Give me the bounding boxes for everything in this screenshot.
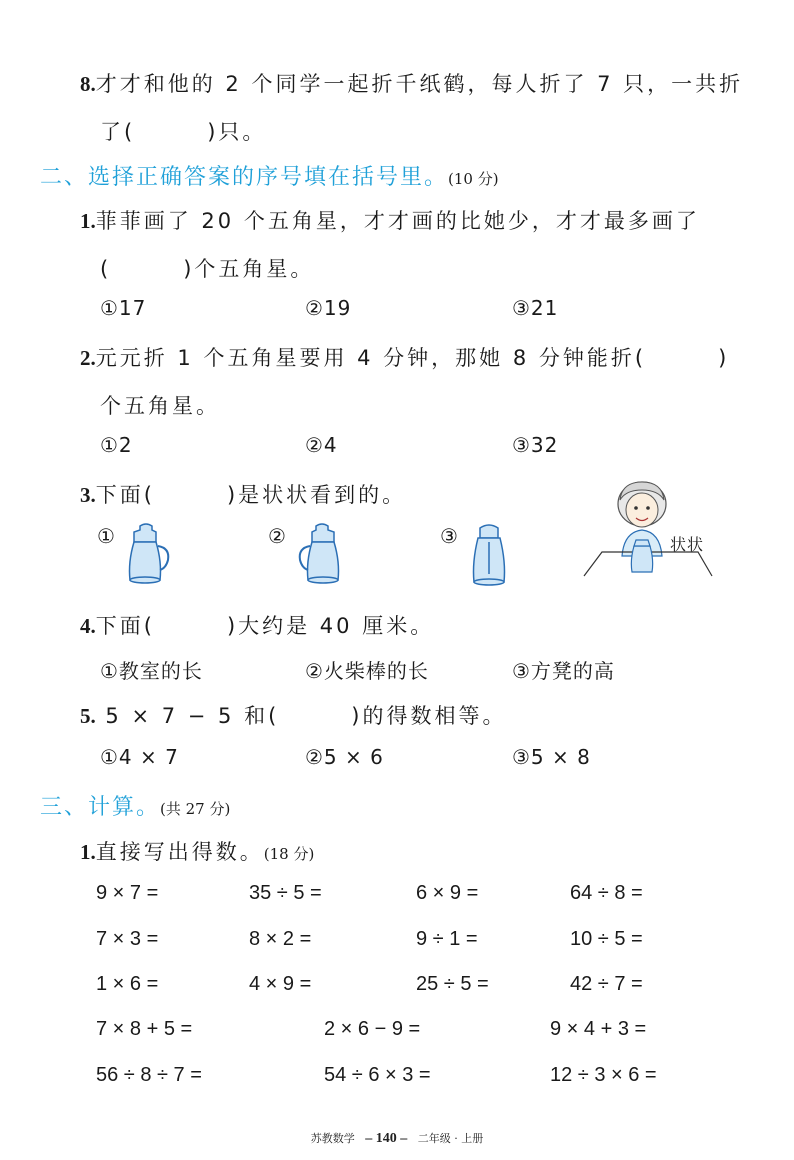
s2q2-number: 2. [80,346,96,370]
s2q1-text: 菲菲画了 20 个五角星，才才画的比她少，才才最多画了 [95,209,700,233]
s2q3-option-1: ① [97,524,115,548]
calc-r2-c4: 10 ÷ 5 = [570,928,643,950]
section3-title: 三、计算。 [40,795,161,820]
person-label: 状状 [670,535,705,554]
calc-r2-c2: 8 × 2 = [249,928,312,950]
s2q5-number: 5. [80,704,96,728]
calc-r3-c4: 42 ÷ 7 = [570,973,643,995]
s2q2-option-2: ②4 [305,433,338,457]
calc-r5-c1: 56 ÷ 8 ÷ 7 = [96,1064,202,1086]
s2q1-option-2: ②19 [305,296,352,320]
s2q1-line1 [80,205,700,235]
calc-r3-c2: 4 × 9 = [249,973,312,995]
calc-r4-c2: 2 × 6 − 9 = [324,1018,421,1040]
s2q3-text: 下面( )是状状看到的。 [95,483,407,507]
calc-r1-c4: 64 ÷ 8 = [570,882,643,904]
q8-text: 才才和他的 2 个同学一起折千纸鹤，每人折了 7 只，一共折 [95,72,744,96]
q8-number: 8. [80,72,96,96]
s2q2-option-3: ③32 [512,433,559,457]
calc-r3-c1: 1 × 6 = [96,973,159,995]
s2q1-line2: ( )个五角星。 [100,257,315,281]
pitcher-handle-right-icon [124,522,174,586]
s2q2-line1 [80,342,729,372]
calc-r2-c3: 9 ÷ 1 = [416,928,478,950]
section3-heading [40,790,230,821]
calc-r5-c3: 12 ÷ 3 × 6 = [550,1064,657,1086]
calc-r4-c3: 9 × 4 + 3 = [550,1018,647,1040]
s2q2-option-1: ①2 [100,433,133,457]
s2q2-text: 元元折 1 个五角星要用 4 分钟，那她 8 分钟能折( ) [95,346,730,370]
s3q1-heading [80,836,314,866]
s2q5-text: 5 × 7 − 5 和( )的得数相等。 [95,704,507,728]
person-at-table-illustration [582,478,714,582]
s2q4-option-2: ②火柴棒的长 [305,659,429,683]
s2q2-line2: 个五角星。 [100,394,220,418]
s2q4-number: 4. [80,614,96,638]
s2q3-option-3: ③ [440,524,458,548]
section2-points: (10 分) [448,170,499,188]
s2q4-line1 [80,610,434,640]
s2q4-option-1: ①教室的长 [100,659,203,683]
section3-points: (共 27 分) [160,800,231,818]
s2q3-number: 3. [80,483,96,507]
footer-book: 苏教数学 [310,1132,355,1145]
s2q1-option-3: ③21 [512,296,559,320]
s2q1-number: 1. [80,209,96,233]
q8-line1 [80,68,743,98]
calc-r5-c2: 54 ÷ 6 × 3 = [324,1064,431,1086]
s2q3-option-2: ② [268,524,286,548]
s2q1-option-1: ①17 [100,296,147,320]
calc-r2-c1: 7 × 3 = [96,928,159,950]
page-number: – 140 – [365,1131,408,1146]
section2-title: 二、选择正确答案的序号填在括号里。 [40,165,449,190]
s3q1-points: (18 分) [263,845,315,863]
footer-grade: 二年级 · 上册 [417,1132,484,1145]
calc-r3-c3: 25 ÷ 5 = [416,973,489,995]
section2-heading [40,160,499,191]
calc-r1-c2: 35 ÷ 5 = [249,882,322,904]
q8-line2: 了( )只。 [100,120,267,144]
s2q3-line1 [80,479,406,509]
pitcher-front-icon [468,522,512,588]
page-footer [0,1130,794,1147]
pitcher-handle-left-icon [296,522,346,586]
s2q4-option-3: ③方凳的高 [512,659,615,683]
calc-r1-c3: 6 × 9 = [416,882,479,904]
s2q5-option-2: ②5 × 6 [305,745,384,769]
s2q5-option-1: ①4 × 7 [100,745,179,769]
s2q5-option-3: ③5 × 8 [512,745,591,769]
calc-r1-c1: 9 × 7 = [96,882,159,904]
s3q1-number: 1. [80,840,96,864]
calc-r4-c1: 7 × 8 + 5 = [96,1018,193,1040]
s3q1-title: 直接写出得数。 [95,840,264,864]
s2q4-text: 下面( )大约是 40 厘米。 [95,614,435,638]
s2q5-line1 [80,700,506,730]
